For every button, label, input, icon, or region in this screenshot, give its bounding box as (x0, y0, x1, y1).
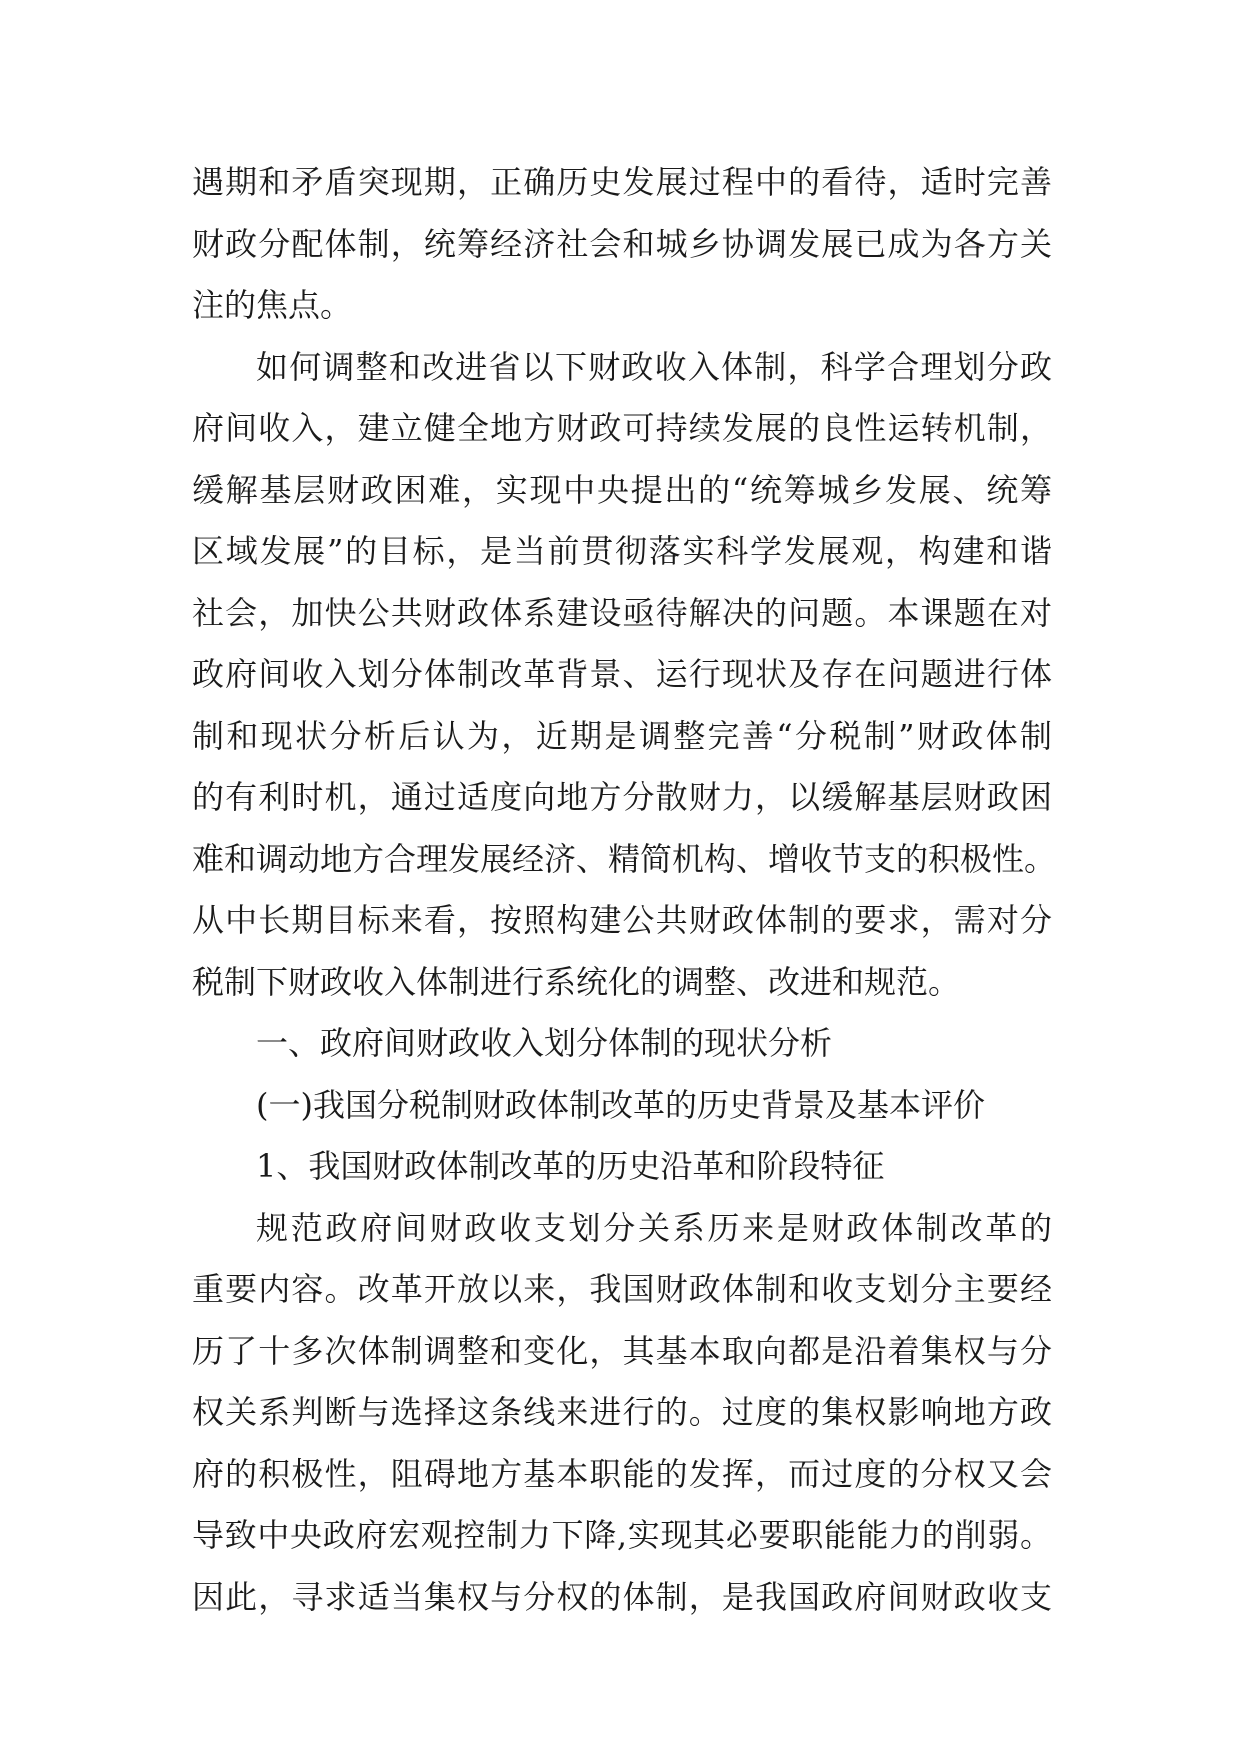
text-line: 缓解基层财政困难，实现中央提出的“统筹城乡发展、统筹 (192, 470, 1052, 509)
subsection-heading: (一)我国分税制财政体制改革的历史背景及基本评价 (256, 1085, 985, 1124)
text-line: 的有利时机，通过适度向地方分散财力，以缓解基层财政困 (192, 778, 1052, 816)
text-line: 规范政府间财政收支划分关系历来是财政体制改革的 (256, 1208, 1052, 1247)
text-line: 区域发展”的目标，是当前贯彻落实科学发展观，构建和谐 (192, 532, 1052, 570)
text-line: 税制下财政收入体制进行系统化的调整、改进和规范。 (192, 962, 961, 1001)
text-line: 历了十多次体制调整和变化，其基本取向都是沿着集权与分 (192, 1331, 1052, 1370)
text-line: 财政分配体制，统筹经济社会和城乡协调发展已成为各方关 (192, 224, 1052, 263)
text-line: 注的焦点。 (192, 286, 353, 324)
text-line: 重要内容。改革开放以来，我国财政体制和收支划分主要经 (192, 1270, 1052, 1308)
text-line: 如何调整和改进省以下财政收入体制，科学合理划分政 (256, 347, 1052, 386)
text-line: 社会，加快公共财政体系建设亟待解决的问题。本课题在对 (192, 593, 1052, 632)
text-line: 府间收入，建立健全地方财政可持续发展的良性运转机制， (192, 409, 1052, 447)
text-line: 政府间收入划分体制改革背景、运行现状及存在问题进行体 (192, 655, 1052, 693)
section-heading: 一、政府间财政收入划分体制的现状分析 (256, 1024, 833, 1062)
text-line: 遇期和矛盾突现期，正确历史发展过程中的看待，适时完善 (192, 163, 1052, 201)
text-line: 因此，寻求适当集权与分权的体制，是我国政府间财政收支 (192, 1577, 1052, 1616)
text-line: 府的积极性，阻碍地方基本职能的发挥，而过度的分权又会 (192, 1454, 1052, 1493)
text-line: 从中长期目标来看，按照构建公共财政体制的要求，需对分 (192, 901, 1052, 939)
body-text (192, 152, 1057, 1628)
text-line: 权关系判断与选择这条线来进行的。过度的集权影响地方政 (192, 1393, 1052, 1431)
text-line: 难和调动地方合理发展经济、精简机构、增收节支的积极性。 (192, 839, 1057, 878)
subsubsection-heading: 1、我国财政体制改革的历史沿革和阶段特征 (256, 1147, 885, 1185)
text-line: 导致中央政府宏观控制力下降,实现其必要职能能力的削弱。 (192, 1516, 1052, 1554)
text-line: 制和现状分析后认为，近期是调整完善“分税制”财政体制 (192, 716, 1052, 755)
